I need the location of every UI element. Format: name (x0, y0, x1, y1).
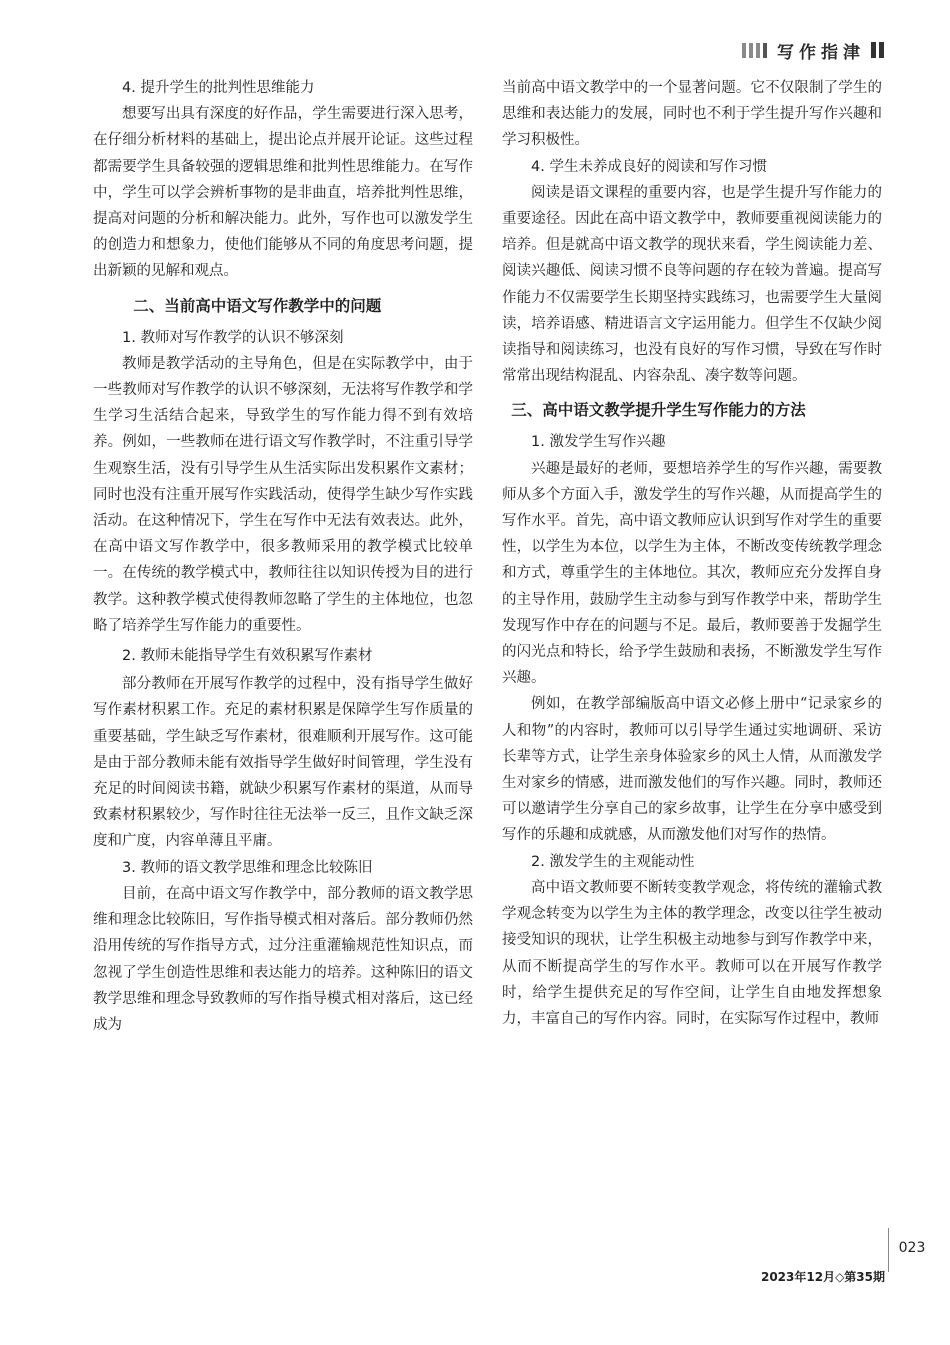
paragraph: 当前高中语文教学中的一个显著问题。它不仅限制了学生的思维和表达能力的发展，同时也不利于学生提升写作兴趣和学习积极性。 (502, 80, 882, 149)
header-decoration-bars-right (871, 42, 884, 58)
paragraph: 兴趣是最好的老师，要想培养学生的写作兴趣，需要教师从多个方面入手，激发学生的写作兴趣，从而提高学生的写作水平。首先，高中语文教师应认识到写作对学生的重要性，以学生为本位，以学生为主体，不断改变传统教学理念和方式，尊重学生的主体地位。其次，教师应充分发挥自身的主导作用，鼓励学生主动参与到写作教学中来，帮助学生发现写作中存在的问题与不足。最后，教师要善于发掘学生的闪光点和特长，给予学生鼓励和表扬，不断激发学生写作兴趣。 (502, 460, 882, 687)
right-column (502, 75, 882, 1032)
subheading: 2. 激发学生的主观能动性 (531, 853, 695, 870)
subheading: 3. 教师的语文教学思维和理念比较陈旧 (122, 859, 373, 876)
subheading: 4. 学生未养成良好的阅读和写作习惯 (531, 158, 767, 175)
header-title: 写作指津 (777, 42, 865, 63)
paragraph: 教师是教学活动的主导角色，但是在实际教学中，由于一些教师对写作教学的认识不够深刻，无法将写作教学和学生学习生活结合起来，导致学生的写作能力得不到有效培养。例如，一些教师在进行语文写作教学时，不注重引导学生观察生活，没有引导学生从生活实际出发积累作文素材；同时也没有注重开展写作实践活动，使得学生缺少写作实践活动。在这种情况下，学生在写作中无法有效表达。此外，在高中语文写作教学中，很多教师采用的教学模式比较单一。在传统的教学模式中，教师往往以知识传授为目的进行教学。这种教学模式使得教师忽略了学生的主体地位，也忽略了培养学生写作能力的重要性。 (93, 355, 473, 634)
paragraph: 目前，在高中语文写作教学中，部分教师的语文教学思维和理念比较陈旧，写作指导模式相对落后。部分教师仍然沿用传统的写作指导方式，过分注重灌输规范性知识点，而忽视了学生创造性思维和表达能力的培养。这种陈旧的语文教学思维和理念导致教师的写作指导模式相对落后，这已经成为 (93, 885, 473, 1033)
running-header (742, 38, 884, 62)
header-decoration-bars (742, 43, 767, 58)
left-column (93, 75, 473, 1038)
subheading: 1. 激发学生写作兴趣 (531, 434, 666, 451)
section-heading: 三、高中语文教学提升学生写作能力的方法 (511, 401, 806, 420)
subheading: 2. 教师未能指导学生有效积累写作素材 (122, 648, 373, 665)
page-number: 023 (898, 1240, 926, 1256)
subheading: 4. 提升学生的批判性思维能力 (122, 80, 315, 96)
section-heading: 二、当前高中语文写作教学中的问题 (133, 296, 382, 315)
paragraph: 阅读是语文课程的重要内容，也是学生提升写作能力的重要途径。因此在高中语文教学中，教师要重视阅读能力的培养。但是就高中语文教学的现状来看，学生阅读能力差、阅读兴趣低、阅读习惯不良等问题的存在较为普遍。提高写作能力不仅需要学生长期坚持实践练习，也需要学生大量阅读，培养语感、精进语言文字运用能力。但学生不仅缺少阅读指导和阅读练习，也没有良好的写作习惯，导致在写作时常常出现结构混乱、内容杂乱、凑字数等问题。 (502, 184, 882, 385)
paragraph: 高中语文教师要不断转变教学观念，将传统的灌输式教学观念转变为以学生为主体的教学理念，改变以往学生被动接受知识的现状，让学生积极主动地参与到写作教学中来，从而不断提高学生的写作水平。教师可以在开展写作教学时，给学生提供充足的写作空间，让学生自由地发挥想象力，丰富自己的写作内容。同时，在实际写作过程中，教师 (502, 879, 882, 1027)
paragraph: 想要写出具有深度的好作品，学生需要进行深入思考，在仔细分析材料的基础上，提出论点并展开论证。这些过程都需要学生具备较强的逻辑思维和批判性思维能力。在写作中，学生可以学会辨析事物的是非曲直，培养批判性思维，提高对问题的分析和解决能力。此外，写作也可以激发学生的创造力和想象力，使他们能够从不同的角度思考问题，提出新颖的见解和观点。 (93, 106, 473, 280)
paragraph: 部分教师在开展写作教学的过程中，没有指导学生做好写作素材积累工作。充足的素材积累是保障学生写作质量的重要基础，学生缺乏写作素材，很难顺利开展写作。这可能是由于部分教师未能有效指导学生做好时间管理，学生没有充足的时间阅读书籍，就缺少积累写作素材的渠道，从而导致素材积累较少，写作时往往无法举一反三，且作文缺乏深度和广度，内容单薄且平庸。 (93, 676, 473, 850)
subheading: 1. 教师对写作教学的认识不够深刻 (122, 329, 344, 346)
issue-label: 2023年12月◇第35期 (760, 1270, 885, 1284)
paragraph: 例如，在教学部编版高中语文必修上册中“记录家乡的人和物”的内容时，教师可以引导学生通过实地调研、采访长辈等方式，让学生亲身体验家乡的风土人情，从而激发学生对家乡的情感，进而激发他们的写作兴趣。同时，教师还可以邀请学生分享自己的家乡故事，让学生在分享中感受到写作的乐趣和成就感，从而激发他们对写作的热情。 (502, 696, 882, 844)
page-number-divider (888, 1228, 889, 1272)
